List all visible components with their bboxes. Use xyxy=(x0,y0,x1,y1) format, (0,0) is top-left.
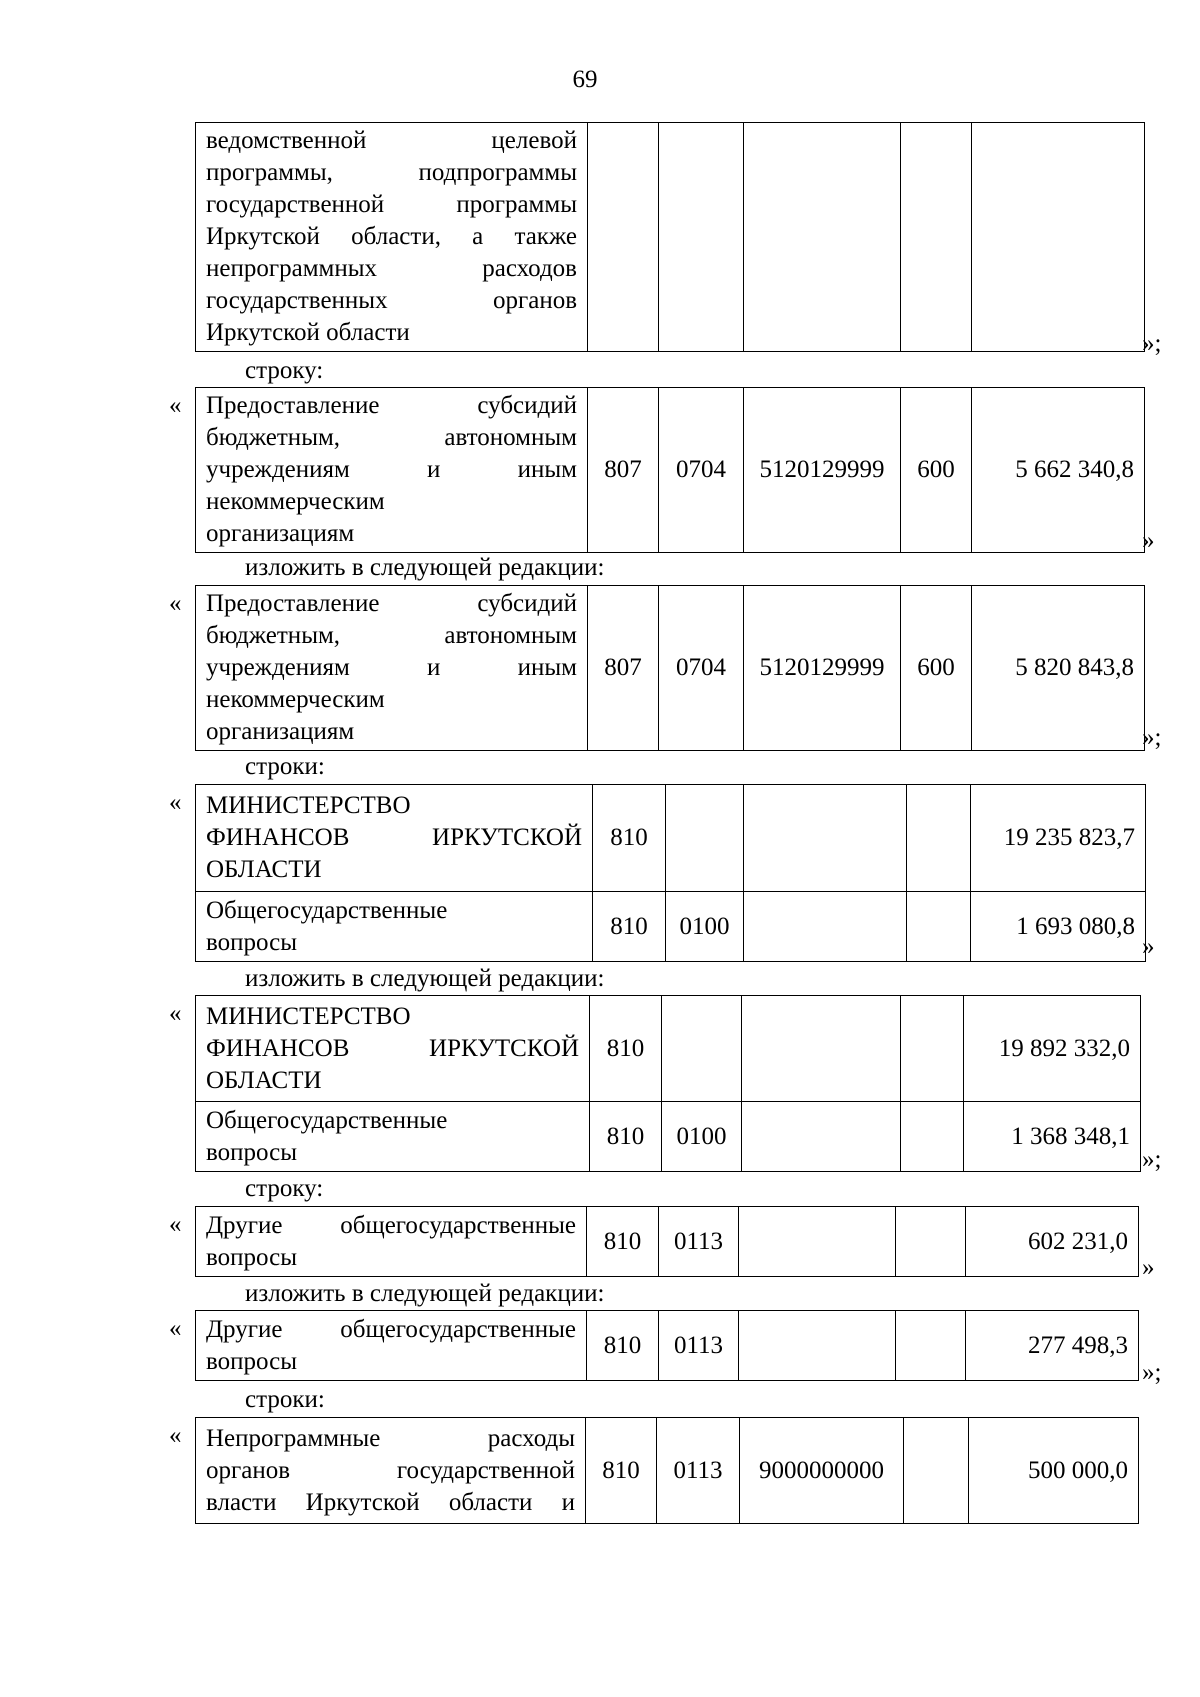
table-new-row xyxy=(195,585,1145,751)
amount: 19 235 823,7 xyxy=(971,785,1146,892)
ministry-code: 807 xyxy=(588,388,659,553)
amount: 277 498,3 xyxy=(966,1311,1139,1381)
target-article-code: 9000000000 xyxy=(740,1418,904,1524)
close-quote: »; xyxy=(1142,330,1162,357)
caption: строку: xyxy=(245,357,324,384)
ministry-code: 810 xyxy=(587,1207,659,1277)
table-row xyxy=(196,1311,1139,1381)
table-row xyxy=(196,1207,1139,1277)
expense-type-code: 600 xyxy=(901,586,972,751)
row-name: Общегосударственные вопросы xyxy=(196,1102,590,1172)
table-row xyxy=(196,123,1145,352)
ministry-code: 810 xyxy=(587,1311,659,1381)
amount: 1 368 348,1 xyxy=(964,1102,1141,1172)
budget-table xyxy=(195,1206,1139,1277)
caption: строки: xyxy=(245,1386,325,1413)
ministry-code: 810 xyxy=(590,996,662,1102)
close-quote: » xyxy=(1142,1254,1155,1281)
section-code: 0100 xyxy=(662,1102,742,1172)
budget-table xyxy=(195,1417,1139,1524)
target-article-code: 5120129999 xyxy=(744,586,901,751)
budget-table xyxy=(195,995,1141,1172)
row-name: МИНИСТЕРСТВО ФИНАНСОВ ИРКУТСКОЙ ОБЛАСТИ xyxy=(196,785,593,892)
row-name: Непрограммные расходы органов государственной власти Иркутской области и xyxy=(196,1418,586,1524)
row-name: Предоставление субсидий бюджетным, автономным учреждениям и иным некоммерческим организациям xyxy=(196,388,588,553)
table-old-rows xyxy=(195,784,1146,962)
table-row xyxy=(196,996,1141,1102)
section-code: 0113 xyxy=(659,1207,739,1277)
amount: 602 231,0 xyxy=(966,1207,1139,1277)
ministry-code: 810 xyxy=(593,785,666,892)
caption: изложить в следующей редакции: xyxy=(245,554,605,581)
section-code: 0113 xyxy=(657,1418,740,1524)
target-article-code: 5120129999 xyxy=(744,388,901,553)
expense-type-code: 600 xyxy=(901,388,972,553)
row-name: МИНИСТЕРСТВО ФИНАНСОВ ИРКУТСКОЙ ОБЛАСТИ xyxy=(196,996,590,1102)
section-code: 0704 xyxy=(659,388,744,553)
open-quote: « xyxy=(169,1000,182,1027)
budget-table xyxy=(195,122,1145,352)
ministry-code: 810 xyxy=(593,892,666,962)
open-quote: « xyxy=(169,590,182,617)
budget-table xyxy=(195,1310,1139,1381)
table-row xyxy=(196,892,1146,962)
table-row xyxy=(196,785,1146,892)
section-code: 0100 xyxy=(666,892,744,962)
row-name: Другие общегосударственные вопросы xyxy=(196,1207,587,1277)
ministry-code: 810 xyxy=(590,1102,662,1172)
table-new-row xyxy=(195,1310,1139,1381)
close-quote: »; xyxy=(1142,1146,1162,1173)
table-old-rows xyxy=(195,1417,1139,1524)
caption: изложить в следующей редакции: xyxy=(245,965,605,992)
table-row xyxy=(196,1418,1139,1524)
table-row xyxy=(196,388,1145,553)
table-new-rows xyxy=(195,995,1141,1172)
row-name: ведомственной целевой программы, подпрограммы государственной программы Иркутской области, а также непрограммных расходов государственных органов Иркутской области xyxy=(196,123,588,352)
table-continuation xyxy=(195,122,1145,352)
table-old-row xyxy=(195,387,1145,553)
close-quote: » xyxy=(1142,527,1155,554)
open-quote: « xyxy=(169,1315,182,1342)
section-code: 0113 xyxy=(659,1311,739,1381)
caption: строки: xyxy=(245,753,325,780)
amount: 19 892 332,0 xyxy=(964,996,1141,1102)
ministry-code: 807 xyxy=(588,586,659,751)
budget-table xyxy=(195,387,1145,553)
ministry-code: 810 xyxy=(586,1418,657,1524)
page-number: 69 xyxy=(572,66,598,93)
caption: строку: xyxy=(245,1175,324,1202)
section-code: 0704 xyxy=(659,586,744,751)
table-old-row xyxy=(195,1206,1139,1277)
amount: 500 000,0 xyxy=(969,1418,1139,1524)
close-quote: » xyxy=(1142,933,1155,960)
close-quote: »; xyxy=(1142,724,1162,751)
close-quote: »; xyxy=(1142,1359,1162,1386)
row-name: Предоставление субсидий бюджетным, автономным учреждениям и иным некоммерческим организациям xyxy=(196,586,588,751)
caption: изложить в следующей редакции: xyxy=(245,1280,605,1307)
open-quote: « xyxy=(169,1422,182,1449)
open-quote: « xyxy=(169,392,182,419)
table-row xyxy=(196,1102,1141,1172)
row-name: Другие общегосударственные вопросы xyxy=(196,1311,587,1381)
budget-table xyxy=(195,585,1145,751)
open-quote: « xyxy=(169,789,182,816)
amount: 5 820 843,8 xyxy=(972,586,1145,751)
amount: 1 693 080,8 xyxy=(971,892,1146,962)
amount: 5 662 340,8 xyxy=(972,388,1145,553)
open-quote: « xyxy=(169,1211,182,1238)
budget-table xyxy=(195,784,1146,962)
table-row xyxy=(196,586,1145,751)
row-name: Общегосударственные вопросы xyxy=(196,892,593,962)
